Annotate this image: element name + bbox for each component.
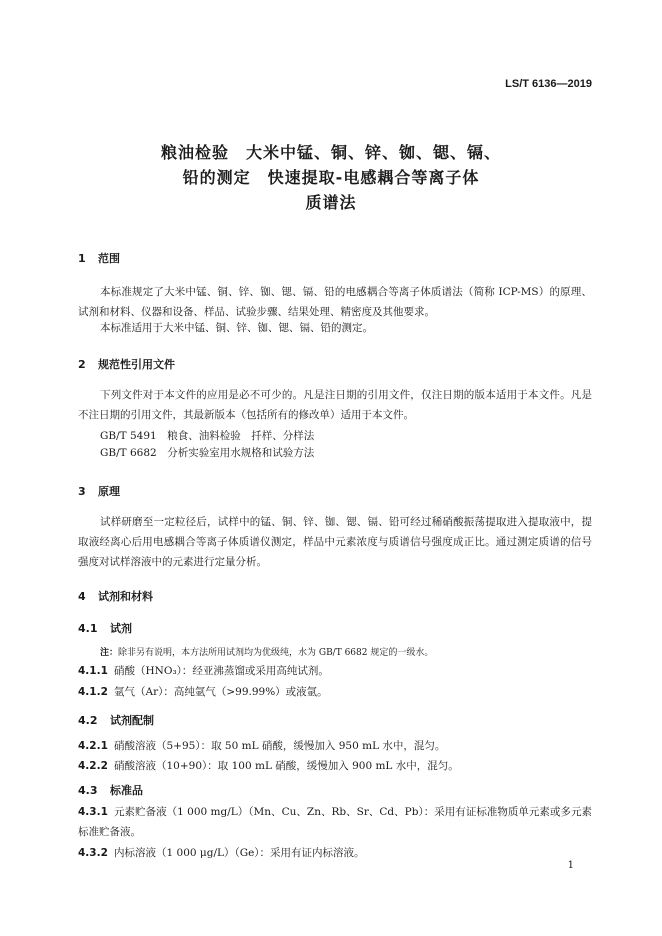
reference-gb-t-6682: GB/T 6682 分析实验室用水规格和试验方法 — [100, 447, 315, 459]
section-3-paragraph-1: 试样研磨至一定粒径后，试样中的锰、铜、锌、铷、锶、镉、铅可经过稀硝酸振荡提取进入提取液中，提取液经离心后用电感耦合等离子体质谱仪测定，样品中元素浓度与质谱信号强度成正比。通过测定质谱的信号强度对试样溶液中的元素进行定量分析。 — [78, 516, 592, 568]
subsection-number: 4.3 — [78, 784, 98, 797]
item-number: 4.1.1 — [78, 665, 108, 677]
subsection-number: 4.1 — [78, 622, 98, 635]
reagent-note — [100, 645, 433, 658]
item-number: 4.3.1 — [78, 806, 108, 818]
standard-number: LS/T 6136—2019 — [505, 78, 592, 90]
section-number: 1 — [78, 252, 86, 265]
document-title-line-2: 铅的测定 快速提取-电感耦合等离子体 — [182, 168, 480, 187]
subsection-4-2-heading — [78, 712, 154, 728]
item-text: 元素贮备液（1 000 mg/L）（Mn、Cu、Zn、Rb、Sr、Cd、Pb）：采用有证标准物质单元素或多元素标准贮备液。 — [78, 806, 592, 838]
subsection-title: 试剂配制 — [110, 714, 154, 727]
item-4-1-1 — [78, 663, 329, 678]
subsection-4-1-heading — [78, 620, 132, 636]
subsection-title: 标准品 — [110, 784, 143, 797]
document-title-line-3: 质谱法 — [305, 193, 357, 212]
section-number: 2 — [78, 358, 86, 371]
subsection-number: 4.2 — [78, 714, 98, 727]
section-2-heading — [78, 356, 175, 372]
item-text: 硝酸溶液（10+90）：取 100 mL 硝酸，缓慢加入 900 mL 水中，混匀。 — [114, 760, 459, 772]
item-text: 硝酸（HNO₃）：经亚沸蒸馏或采用高纯试剂。 — [114, 665, 329, 677]
section-title: 原理 — [98, 485, 120, 498]
item-4-2-2 — [78, 758, 459, 773]
item-number: 4.2.1 — [78, 740, 108, 752]
subsection-title: 试剂 — [110, 622, 132, 635]
item-number: 4.2.2 — [78, 760, 108, 772]
section-2-paragraph-1: 下列文件对于本文件的应用是必不可少的。凡是注日期的引用文件，仅注日期的版本适用于本文件。凡是不注日期的引用文件，其最新版本（包括所有的修改单）适用于本文件。 — [78, 389, 592, 421]
section-1-heading — [78, 250, 120, 266]
item-4-3-2 — [78, 845, 365, 860]
section-4-heading — [78, 588, 153, 604]
item-number: 4.3.2 — [78, 847, 108, 859]
item-4-2-1 — [78, 738, 445, 753]
note-label: 注： — [100, 648, 119, 658]
item-text: 硝酸溶液（5+95）：取 50 mL 硝酸，缓慢加入 950 mL 水中，混匀。 — [114, 740, 446, 752]
item-4-3-1 — [78, 802, 592, 842]
item-4-1-2 — [78, 684, 328, 699]
section-title: 范围 — [98, 252, 120, 265]
item-text: 氩气（Ar）：高纯氩气（>99.99%）或液氩。 — [114, 686, 328, 698]
item-number: 4.1.2 — [78, 686, 108, 698]
section-number: 4 — [78, 590, 86, 603]
section-title: 试剂和材料 — [98, 590, 153, 603]
document-title-line-1: 粮油检验 大米中锰、铜、锌、铷、锶、镉、 — [160, 143, 501, 162]
section-number: 3 — [78, 485, 86, 498]
reference-gb-t-5491: GB/T 5491 粮食、油料检验 扦样、分样法 — [100, 430, 315, 442]
note-text: 除非另有说明，本方法所用试剂均为优级纯，水为 GB/T 6682 规定的一级水。 — [118, 648, 434, 658]
section-title: 规范性引用文件 — [98, 358, 175, 371]
subsection-4-3-heading — [78, 782, 143, 798]
section-3-heading — [78, 483, 120, 499]
section-1-paragraph-2: 本标准适用于大米中锰、铜、锌、铷、锶、镉、铅的测定。 — [100, 322, 373, 334]
item-text: 内标溶液（1 000 μg/L）（Ge）：采用有证内标溶液。 — [114, 847, 365, 859]
page-number: 1 — [567, 860, 574, 871]
section-1-paragraph-1: 本标准规定了大米中锰、铜、锌、铷、锶、镉、铅的电感耦合等离子体质谱法（简称 ICP-MS）的原理、试剂和材料、仪器和设备、样品、试验步骤、结果处理、精密度及其他要求。 — [78, 286, 592, 318]
